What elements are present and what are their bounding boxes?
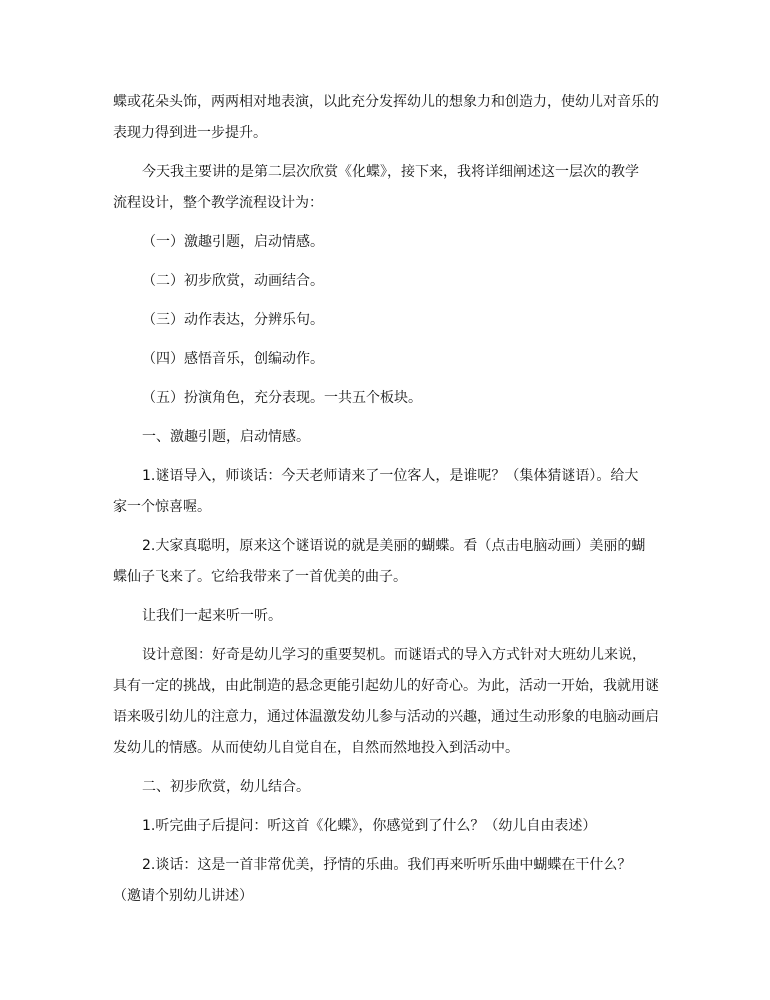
text-line: （五）扮演角色，充分表现。一共五个板块。 <box>142 390 422 406</box>
text-line: 2.谈话：这是一首非常优美，抒情的乐曲。我们再来听听乐曲中蝴蝶在干什么？ <box>142 857 632 873</box>
document-page <box>113 87 673 920</box>
text-line: 1.谜语导入，师谈话：今天老师请来了一位客人，是谁呢？（集体猜谜语）。给大 <box>142 468 639 484</box>
text-line: 流程设计，整个教学流程设计为： <box>113 195 323 211</box>
paragraph <box>113 601 673 632</box>
paragraph <box>113 461 673 523</box>
text-line: 设计意图：好奇是幼儿学习的重要契机。而谜语式的导入方式针对大班幼儿来说， <box>142 647 646 663</box>
paragraph <box>113 772 673 803</box>
text-line: （四）感悟音乐，创编动作。 <box>142 351 324 367</box>
paragraph <box>113 531 673 593</box>
paragraph <box>113 422 673 453</box>
text-line: 2.大家真聪明，原来这个谜语说的就是美丽的蝴蝶。看（点击电脑动画）美丽的蝴 <box>142 538 646 554</box>
text-line: （二）初步欣赏，动画结合。 <box>142 273 324 289</box>
text-line: （邀请个别幼儿讲述） <box>113 888 253 904</box>
paragraph <box>113 344 673 375</box>
text-line: 1.听完曲子后提问：听这首《化蝶》，你感觉到了什么？（幼儿自由表述） <box>142 818 597 834</box>
text-line: 家一个惊喜喔。 <box>113 499 211 515</box>
text-line: 蝶仙子飞来了。它给我带来了一首优美的曲子。 <box>113 569 407 585</box>
paragraph <box>113 87 673 149</box>
text-line: 发幼儿的情感。从而使幼儿自觉自在，自然而然地投入到活动中。 <box>113 740 519 756</box>
text-line: 语来吸引幼儿的注意力，通过体温激发幼儿参与活动的兴趣，通过生动形象的电脑动画启 <box>113 709 659 725</box>
text-line: 让我们一起来听一听。 <box>142 608 282 624</box>
paragraph <box>113 157 673 219</box>
text-line: （一）激趣引题，启动情感。 <box>142 234 324 250</box>
text-line: 蝶或花朵头饰，两两相对地表演，以此充分发挥幼儿的想象力和创造力，使幼儿对音乐的 <box>113 94 659 110</box>
paragraph <box>113 383 673 414</box>
paragraph <box>113 640 673 764</box>
paragraph <box>113 811 673 842</box>
text-line: 表现力得到进一步提升。 <box>113 125 267 141</box>
text-line: （三）动作表达，分辨乐句。 <box>142 312 324 328</box>
text-line: 二、初步欣赏，幼儿结合。 <box>142 779 310 795</box>
text-line: 具有一定的挑战，由此制造的悬念更能引起幼儿的好奇心。为此，活动一开始，我就用谜 <box>113 678 659 694</box>
paragraph <box>113 227 673 258</box>
paragraph <box>113 305 673 336</box>
paragraph <box>113 266 673 297</box>
paragraph <box>113 850 673 912</box>
text-line: 今天我主要讲的是第二层次欣赏《化蝶》，接下来，我将详细阐述这一层次的教学 <box>142 164 639 180</box>
text-line: 一、激趣引题，启动情感。 <box>142 429 310 445</box>
